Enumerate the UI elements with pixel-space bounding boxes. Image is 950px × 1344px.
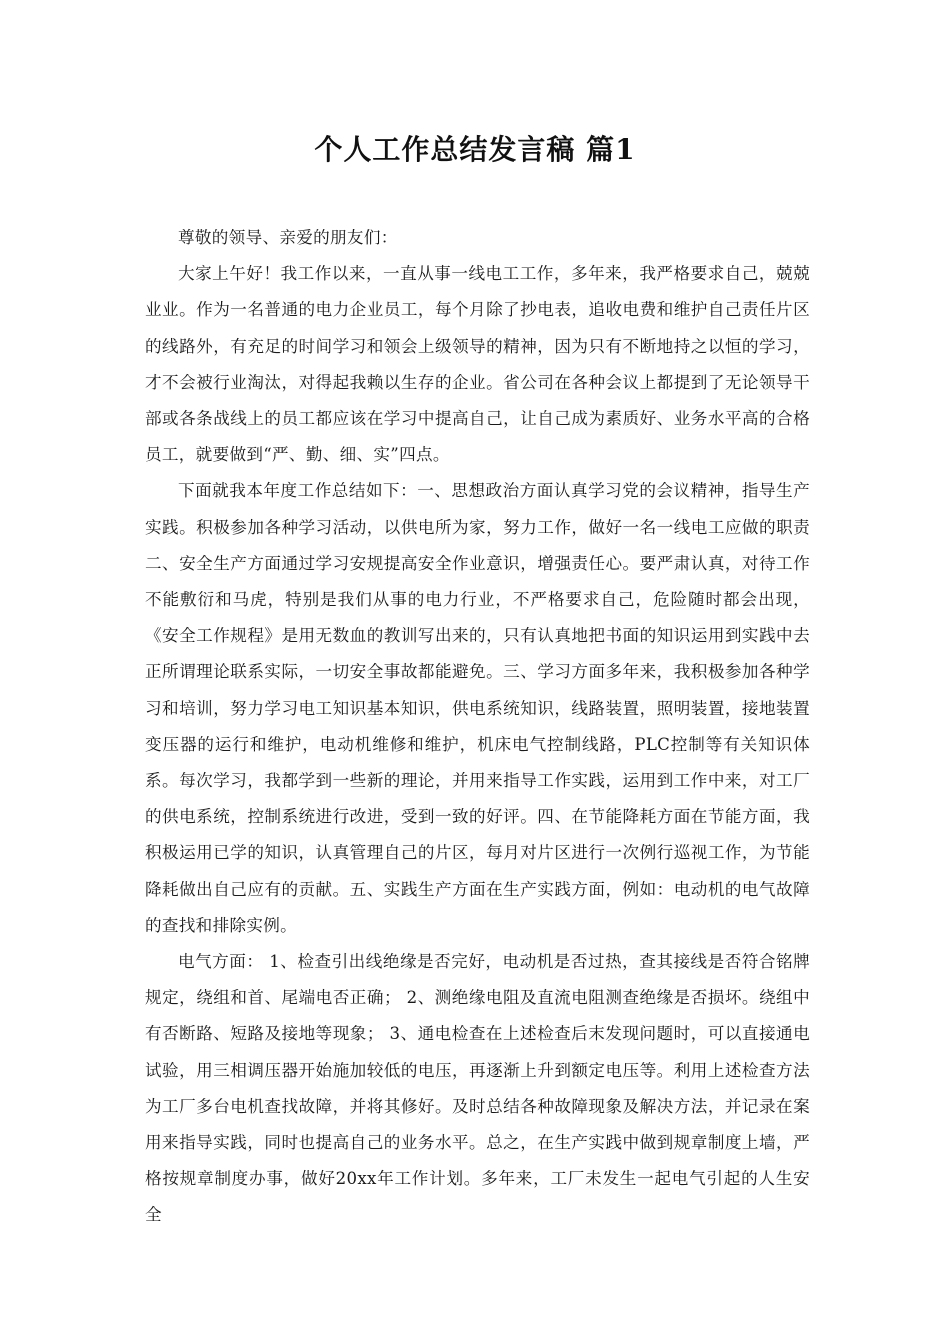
greeting-paragraph: 尊敬的领导、亲爱的朋友们： [178,228,398,247]
electrical-paragraph: 电气方面： 1、检查引出线绝缘是否完好，电动机是否过热，查其接线是否符合铭牌规定，绕组和首、尾端电否正确； 2、测绝缘电阻及直流电阻测查绝缘是否损坏。绕组中有否断路、短路及接地等现象； 3、通电检查在上述检查后末发现问题时，可以直接通电试验，用三相调压器开始施加较低的电压，再逐渐上升到额定电压等。利用上述检查方法为工厂多台电机查找故障，并将其修好。及时总结各种故障现象及解决方法，并记录在案用来指导实践，同时也提高自己的业务水平。总之，在生产实践中做到规章制度上墙，严格按规章制度办事，做好20xx年工作计划。多年来，工厂未发生一起电气引起的人生安全 [145,952,810,1225]
summary-paragraph: 下面就我本年度工作总结如下：一、思想政治方面认真学习党的会议精神，指导生产实践。积极参加各种学习活动，以供电所为家，努力工作，做好一名一线电工应做的职责二、安全生产方面通过学习安规提高安全作业意识，增强责任心。要严肃认真，对待工作不能敷衍和马虎，特别是我们从事的电力行业，不严格要求自己，危险随时都会出现，《安全工作规程》是用无数血的教训写出来的，只有认真地把书面的知识运用到实践中去正所谓理论联系实际，一切安全事故都能避免。三、学习方面多年来，我积极参加各种学习和培训，努力学习电工知识基本知识，供电系统知识，线路装置，照明装置，接地装置变压器的运行和维护，电动机维修和维护，机床电气控制线路，PLC控制等有关知识体系。每次学习，我都学到一些新的理论，并用来指导工作实践，运用到工作中来，对工厂的供电系统，控制系统进行改进，受到一致的好评。四、在节能降耗方面在节能方面，我积极运用已学的知识，认真管理自己的片区，每月对片区进行一次例行巡视工作，为节能降耗做出自己应有的贡献。五、实践生产方面在生产实践方面，例如：电动机的电气故障的查找和排除实例。 [145,481,810,935]
document-title: 个人工作总结发言稿 篇1 [314,133,636,166]
intro-paragraph: 大家上午好！我工作以来，一直从事一线电工工作，多年来，我严格要求自己，兢兢业业。作为一名普通的电力企业员工，每个月除了抄电表，追收电费和维护自己责任片区的线路外，有充足的时间学习和领会上级领导的精神，因为只有不断地持之以恒的学习，才不会被行业淘汰，对得起我赖以生存的企业。省公司在各种会议上都提到了无论领导干部或各条战线上的员工都应该在学习中提高自己，让自己成为素质好、业务水平高的合格员工，就要做到“严、勤、细、实”四点。 [145,264,810,465]
document-body [145,220,810,1234]
